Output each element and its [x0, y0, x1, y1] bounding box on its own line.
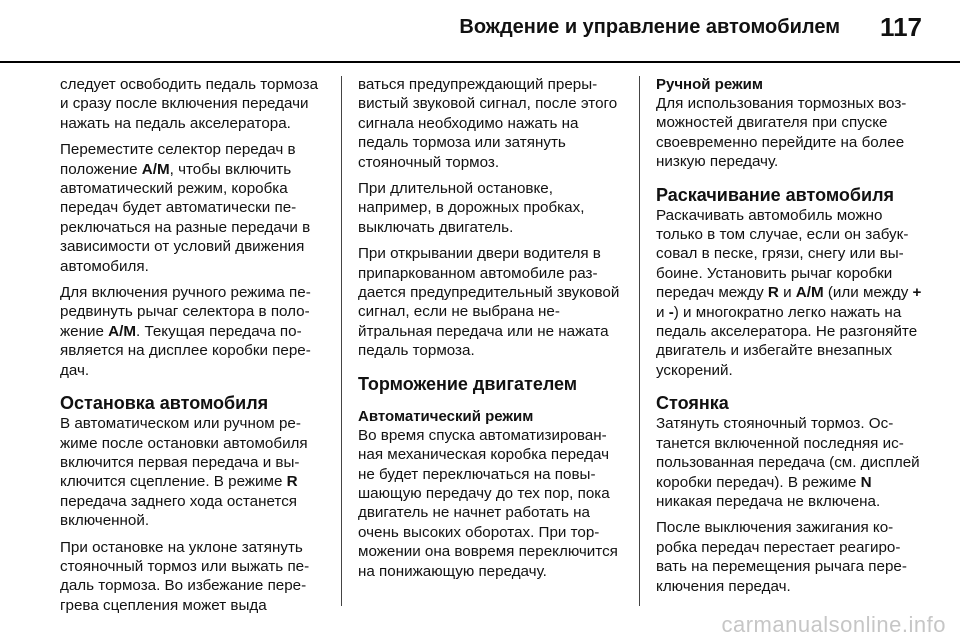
- page-title: Вождение и управление автомобилем: [459, 16, 840, 38]
- column-divider-1: [341, 76, 342, 606]
- paragraph-warning-signal: ваться предупреждающий прерывистый звуковой сигнал, после этого сигнала необходимо нажать на педаль тормоза или затянуть стояночный тормоз.: [358, 76, 618, 171]
- paragraph-ignition-off: После выключения зажигания коробка передач перестает реагировать на перемещения рычага переключения передач.: [656, 519, 907, 595]
- paragraph-long-stop: При длительной остановке, например, в дорожных пробках, выключать двигатель.: [358, 180, 585, 236]
- paragraph-rocking: Раскачивать автомобиль можно только в том случае, если он забуксовал в песке, грязи, снегу или выбоине. Установить рычаг коробки передач между R и A/M (или между + и -) и многократно легко нажать на педаль акселератора. Не разгоняйте двигатель и избегайте внезапных ускорений.: [656, 206, 922, 379]
- column-3: [656, 75, 924, 603]
- paragraph-door-open: При открывании двери водителя в припаркованном автомобиле раздается предупредительный звуковой сигнал, если не выбрана нейтральная передача или не нажата педаль тормоза.: [358, 245, 620, 360]
- symbol-am: A/M: [141, 160, 170, 178]
- column-divider-2: [639, 76, 640, 606]
- column-1: [60, 75, 328, 622]
- page-header: [0, 0, 960, 62]
- paragraph-parking: Затянуть стояночный тормоз. Останется включенной последняя использованная передача (см. дисплей коробки передач). В режиме N никакая передача не включена.: [656, 415, 920, 510]
- heading-stopping: Остановка автомобиля: [60, 393, 269, 414]
- symbol-am: A/M: [795, 284, 824, 302]
- paragraph-slope: При остановке на уклоне затянуть стояночный тормоз или выжать педаль тормоза. Во избежание перегрева сцепления может выда: [60, 538, 310, 614]
- symbol-r: R: [286, 473, 298, 491]
- symbol-am: A/M: [108, 322, 136, 340]
- header-rule: [0, 61, 960, 63]
- paragraph-engine-braking-manual: Для использования тормозных возможностей двигателя при спуске своевременно перейдите на более низкую передачу.: [656, 95, 907, 171]
- paragraph-auto-mode: Переместите селектор передач в положение A/M, чтобы включить автоматический режим, коробка передач будет автоматически переключаться на разные передачи в зависимости от условий движения автомобиля.: [60, 141, 311, 275]
- symbol-plus: +: [912, 284, 922, 302]
- heading-parking: Стоянка: [656, 393, 729, 414]
- paragraph-stopping: В автоматическом или ручном режиме после остановки автомобиля включится первая передача и выключится сцепление. В режиме R передача заднего хода останется включенной.: [60, 415, 308, 530]
- heading-manual-mode: Ручной режим: [656, 76, 763, 93]
- watermark: carmanualsonline.info: [721, 612, 946, 637]
- heading-rocking: Раскачивание автомобиля: [656, 184, 895, 205]
- symbol-minus: -: [668, 303, 674, 321]
- symbol-r: R: [767, 284, 779, 302]
- column-2: [358, 75, 626, 588]
- symbol-n: N: [860, 473, 872, 491]
- paragraph-release-brake: следует освободить педаль тормоза и сразу после включения передачи нажать на педаль акселератора.: [60, 76, 319, 132]
- paragraph-manual-mode: Для включения ручного режима передвинуть рычаг селектора в положение A/M. Текущая передача появляется на дисплее коробки передач.: [60, 284, 311, 379]
- paragraph-downhill: Во время спуска автоматизированная механическая коробка передач не будет переключаться на повышающую передачу до тех пор, пока двигатель не начнет работать на очень высоких оборотах. При торможении она вовремя переключится на понижающую передачу.: [358, 426, 618, 580]
- heading-automatic-mode: Автоматический режим: [358, 407, 534, 425]
- page-number: 117: [880, 12, 922, 42]
- heading-engine-braking: Торможение двигателем: [358, 373, 578, 394]
